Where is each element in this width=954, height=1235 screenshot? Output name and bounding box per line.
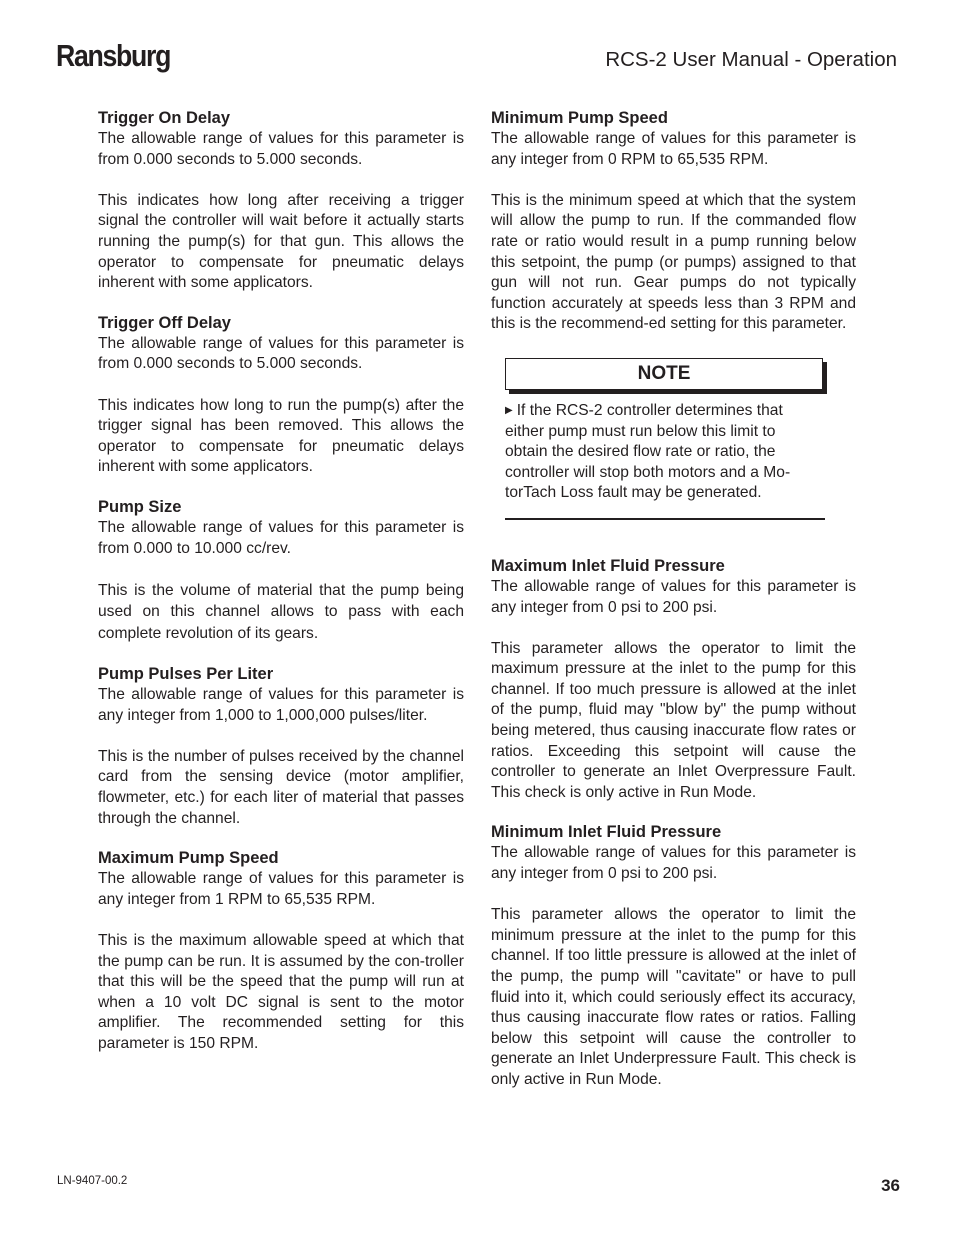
section-trigger-off-delay [98,313,464,478]
section-heading: Minimum Inlet Fluid Pressure [491,823,722,842]
section-heading: Minimum Pump Speed [491,109,668,127]
section-pump-pulses-per-liter [98,664,464,829]
section-paragraph: This is the minimum speed at which that the system will allow the pump to run. If the commanded flow rate or ratio would result in a pump running below this setpoint, the pump (or pumps) assigned to that gun will not run. Gear pumps do not typically function accurately at speeds less than 3 RPM and this is the recommend-ed setting for this parameter. [491,191,856,333]
section-heading: Trigger On Delay [98,109,231,127]
section-paragraph: The allowable range of values for this parameter is from 0.000 seconds to 5.000 seconds. [98,130,464,168]
note-text: If the RCS-2 controller determines that either pump must run below this limit to obtain the desired flow rate or ratio, the controller will stop both motors and a Mo-torTach Loss fault may be generated. [505,401,791,502]
section-maximum-pump-speed [98,848,464,1054]
section-heading: Maximum Inlet Fluid Pressure [491,556,725,575]
section-paragraph: This parameter allows the operator to limit the maximum pressure at the inlet to the pump for this channel. If too much pressure is allowed at the inlet of the pump, fluid may "blow by" the pump without being metered, thus causing inaccurate flow rates or ratios. Exceeding this setpoint will cause the controller to generate an Inlet Overpressure Fault. This check is only active in Run Mode. [491,639,856,801]
section-heading: Pump Pulses Per Liter [98,665,274,684]
note-label: NOTE [505,358,823,390]
left-column [98,108,464,1074]
section-heading: Pump Size [98,497,182,516]
note-box [505,358,825,520]
section-pump-size [98,497,464,645]
section-paragraph: This is the number of pulses received by the channel card from the sensing device (motor amplifier, flowmeter, etc.) for each liter of material that passes through the channel. [98,747,464,827]
section-paragraph: This indicates how long after receiving a trigger signal the controller will wait before it actually starts running the pump(s) for that gun. This allows the operator to compensate for pneumatic delays inherent with some applicators. [98,191,464,292]
section-minimum-pump-speed [491,108,856,335]
section-paragraph: The allowable range of values for this parameter is any integer from 1 RPM to 65,535 RPM. [98,870,464,908]
note-text-block [505,401,825,504]
section-heading: Maximum Pump Speed [98,849,279,868]
section-paragraph: The allowable range of values for this parameter is any integer from 1,000 to 1,000,000 pulses/liter. [98,686,464,724]
triangle-bullet-icon: ▶ [505,404,513,416]
section-maximum-inlet-fluid-pressure [491,556,856,804]
section-paragraph: The allowable range of values for this parameter is from 0.000 to 10.000 cc/rev. [98,518,464,557]
section-trigger-on-delay [98,108,464,294]
section-heading: Trigger Off Delay [98,313,231,332]
document-code: LN-9407-00.2 [57,1175,128,1187]
section-paragraph: The allowable range of values for this parameter is any integer from 0 psi to 200 psi. [491,844,856,883]
section-paragraph: This is the maximum allowable speed at which that the pump can be run. It is assumed by the con-troller that this will be the speed that the pump will run at when a 10 volt DC signal is sent to the motor amplifier. The recommended setting for this parameter is 150 RPM. [98,932,464,1052]
section-paragraph: This is the volume of material that the pump being used on this channel allows to pass with each complete revolution of its gears. [98,581,464,643]
section-paragraph: The allowable range of values for this parameter is from 0.000 seconds to 5.000 seconds. [98,334,464,373]
document-title: RCS-2 User Manual - Operation [605,48,897,71]
section-paragraph: The allowable range of values for this parameter is any integer from 0 psi to 200 psi. [491,577,856,616]
note-divider [505,518,825,520]
section-paragraph: The allowable range of values for this parameter is any integer from 0 RPM to 65,535 RPM. [491,130,856,168]
section-paragraph: This indicates how long to run the pump(s) after the trigger signal has been removed. This allows the operator to compensate for pneumatic delays inherent with some applicators. [98,396,464,476]
section-paragraph: This parameter allows the operator to limit the minimum pressure at the inlet to the pump for this channel. If too little pressure is allowed at the inlet of the pump, the pump will "cavitate" or have to pull fluid into it, which could seriously effect its accuracy, thus causing inaccurate flow rates or ratios. Falling below this setpoint will cause the controller to generate an Inlet Underpressure Fault. This check is only active in Run Mode. [491,906,856,1088]
page-number: 36 [881,1176,900,1195]
brand-logo: Ransburg [56,38,171,73]
right-column [491,108,856,1110]
section-minimum-inlet-fluid-pressure [491,822,856,1090]
